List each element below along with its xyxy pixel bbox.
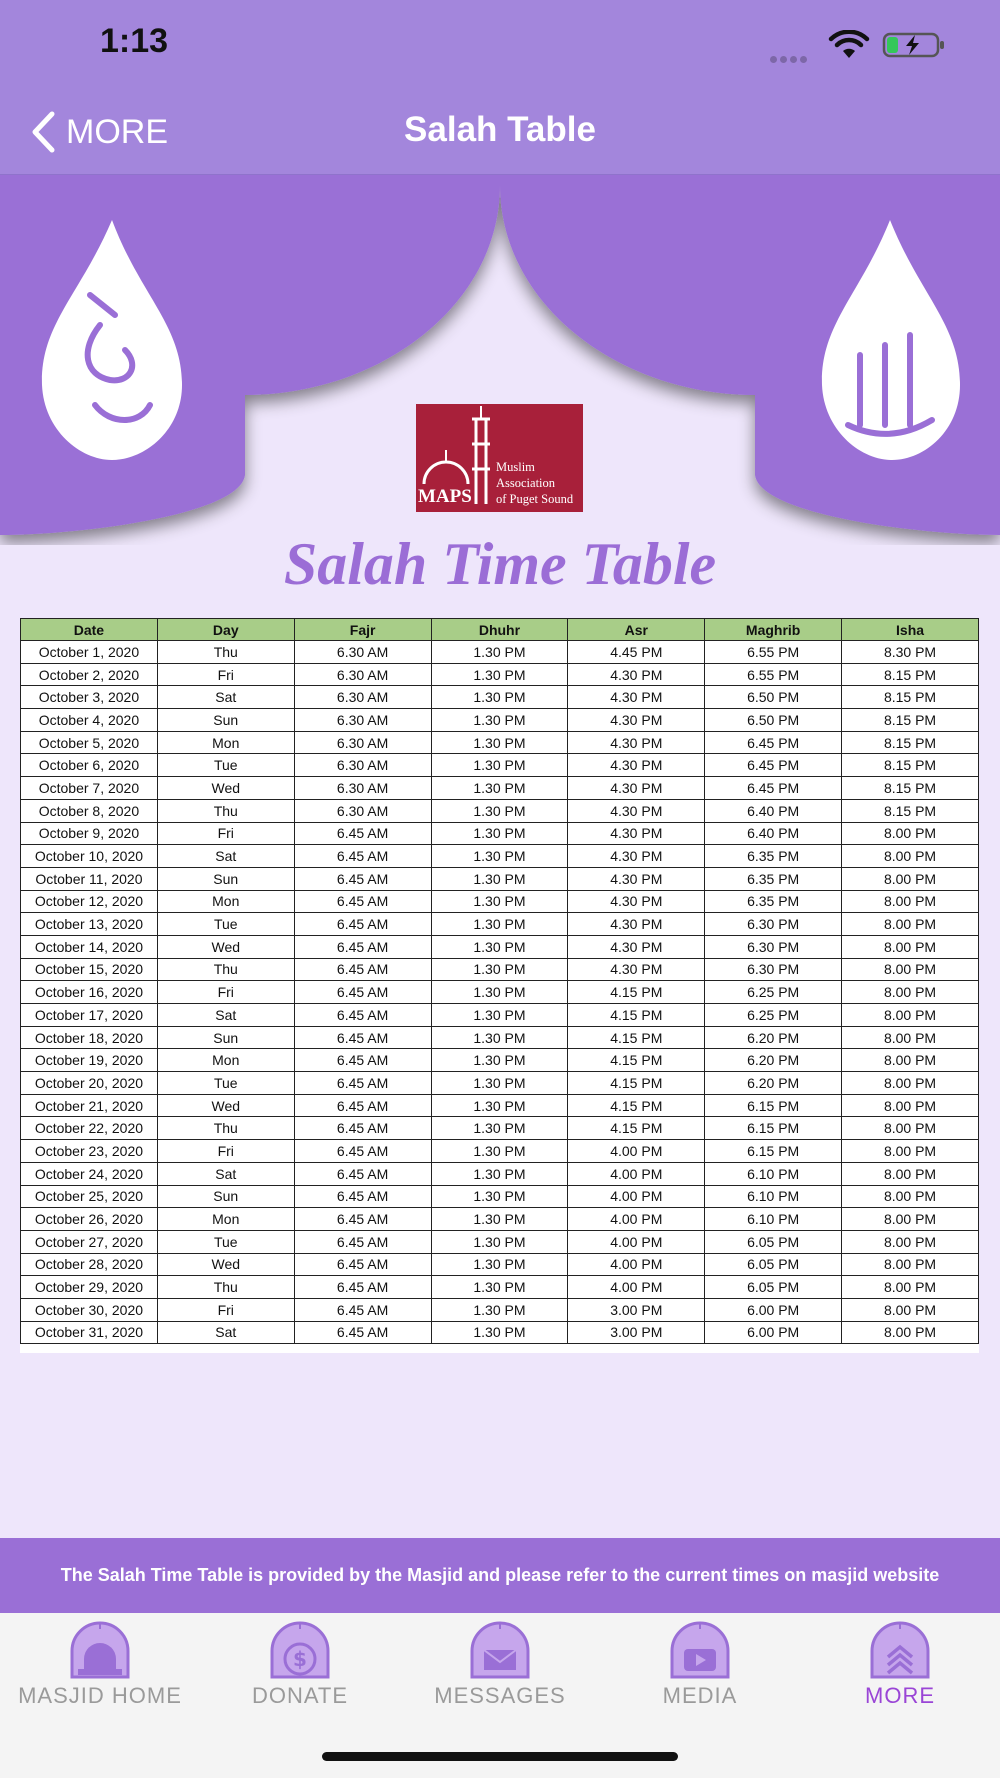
table-cell: Mon	[157, 1208, 294, 1231]
table-cell: 6.30 AM	[294, 731, 431, 754]
table-cell: October 7, 2020	[21, 777, 158, 800]
table-cell: 1.30 PM	[431, 822, 568, 845]
table-header-row	[21, 619, 979, 641]
table-cell: 1.30 PM	[431, 1208, 568, 1231]
table-row	[21, 1049, 979, 1072]
table-cell: 1.30 PM	[431, 1026, 568, 1049]
table-cell: 4.00 PM	[568, 1230, 705, 1253]
table-cell: 1.30 PM	[431, 1185, 568, 1208]
table-cell: 4.30 PM	[568, 890, 705, 913]
table-cell: 8.15 PM	[842, 754, 979, 777]
table-cell: 1.30 PM	[431, 1321, 568, 1344]
table-cell: 6.45 AM	[294, 845, 431, 868]
table-cell: 4.30 PM	[568, 754, 705, 777]
table-cell: 6.25 PM	[705, 1004, 842, 1027]
table-cell: Sun	[157, 709, 294, 732]
table-cell: October 22, 2020	[21, 1117, 158, 1140]
table-cell: 8.15 PM	[842, 686, 979, 709]
table-cell: 8.00 PM	[842, 935, 979, 958]
table-cell: Wed	[157, 777, 294, 800]
table-cell: 8.00 PM	[842, 1094, 979, 1117]
table-cell: October 9, 2020	[21, 822, 158, 845]
table-cell: 6.45 AM	[294, 935, 431, 958]
table-cell: 1.30 PM	[431, 845, 568, 868]
table-cell: October 2, 2020	[21, 663, 158, 686]
table-cell: 4.30 PM	[568, 663, 705, 686]
table-cell: 1.30 PM	[431, 958, 568, 981]
table-cell: 4.15 PM	[568, 1117, 705, 1140]
table-cell: Sat	[157, 845, 294, 868]
table-cell: 1.30 PM	[431, 1298, 568, 1321]
table-cell: 6.45 AM	[294, 1026, 431, 1049]
table-cell: 6.45 AM	[294, 981, 431, 1004]
mosque-icon	[62, 1621, 138, 1683]
tab-label: MORE	[865, 1683, 935, 1708]
table-cell: 8.15 PM	[842, 731, 979, 754]
table-cell: 6.05 PM	[705, 1230, 842, 1253]
table-cell: 8.00 PM	[842, 1004, 979, 1027]
table-cell: Fri	[157, 822, 294, 845]
table-cell: 8.00 PM	[842, 1072, 979, 1095]
table-cell: 6.05 PM	[705, 1276, 842, 1299]
table-cell: Tue	[157, 754, 294, 777]
table-cell: 1.30 PM	[431, 913, 568, 936]
table-cell: October 25, 2020	[21, 1185, 158, 1208]
page-title: Salah Table	[404, 110, 596, 149]
table-cell: 6.30 AM	[294, 686, 431, 709]
logo-abbreviation: MAPS	[418, 486, 472, 507]
table-cell: 6.45 AM	[294, 1208, 431, 1231]
table-cell: 4.15 PM	[568, 1072, 705, 1095]
table-cell: October 13, 2020	[21, 913, 158, 936]
table-cell: 6.10 PM	[705, 1208, 842, 1231]
table-row	[21, 981, 979, 1004]
table-cell: 6.45 PM	[705, 731, 842, 754]
status-time: 1:13	[100, 22, 169, 60]
table-row	[21, 1094, 979, 1117]
table-cell: October 20, 2020	[21, 1072, 158, 1095]
table-cell: 1.30 PM	[431, 1049, 568, 1072]
column-header: Fajr	[294, 619, 431, 641]
table-cell: 8.00 PM	[842, 845, 979, 868]
table-cell: 8.00 PM	[842, 867, 979, 890]
table-cell: Fri	[157, 981, 294, 1004]
table-cell: 8.00 PM	[842, 1253, 979, 1276]
table-cell: 8.15 PM	[842, 777, 979, 800]
salah-table-container	[20, 618, 979, 1353]
table-cell: 1.30 PM	[431, 981, 568, 1004]
dollar-icon	[262, 1621, 338, 1683]
table-cell: 8.00 PM	[842, 822, 979, 845]
table-cell: October 3, 2020	[21, 686, 158, 709]
table-cell: 8.15 PM	[842, 709, 979, 732]
table-cell: October 26, 2020	[21, 1208, 158, 1231]
table-cell: October 15, 2020	[21, 958, 158, 981]
table-row	[21, 1117, 979, 1140]
table-cell: 8.00 PM	[842, 1298, 979, 1321]
table-cell: 1.30 PM	[431, 935, 568, 958]
table-cell: 4.00 PM	[568, 1276, 705, 1299]
table-cell: 6.45 AM	[294, 1276, 431, 1299]
table-cell: 6.45 AM	[294, 1253, 431, 1276]
tab-donate[interactable]	[200, 1613, 400, 1723]
table-cell: 8.00 PM	[842, 981, 979, 1004]
table-cell: 4.15 PM	[568, 1004, 705, 1027]
maps-logo	[416, 404, 583, 512]
table-cell: Fri	[157, 663, 294, 686]
table-cell: 6.35 PM	[705, 867, 842, 890]
table-cell: 1.30 PM	[431, 890, 568, 913]
table-cell: Sat	[157, 1162, 294, 1185]
table-cell: Fri	[157, 1140, 294, 1163]
table-cell: 6.10 PM	[705, 1162, 842, 1185]
table-row	[21, 1253, 979, 1276]
table-row	[21, 1321, 979, 1344]
table-row	[21, 799, 979, 822]
table-cell: 4.15 PM	[568, 1026, 705, 1049]
table-cell: 1.30 PM	[431, 709, 568, 732]
table-cell: 1.30 PM	[431, 799, 568, 822]
tab-label: MASJID HOME	[18, 1683, 182, 1708]
table-cell: 4.30 PM	[568, 709, 705, 732]
table-cell: 6.45 AM	[294, 1298, 431, 1321]
table-cell: Mon	[157, 1049, 294, 1072]
table-cell: 4.30 PM	[568, 935, 705, 958]
chevrons-up-icon	[862, 1621, 938, 1683]
table-cell: Thu	[157, 1117, 294, 1140]
table-row	[21, 754, 979, 777]
table-cell: 1.30 PM	[431, 1140, 568, 1163]
tab-masjid-home[interactable]	[0, 1613, 200, 1723]
table-cell: Sun	[157, 1185, 294, 1208]
table-cell: 1.30 PM	[431, 1276, 568, 1299]
tab-label: DONATE	[251, 1683, 349, 1708]
logo-org-name: Muslim Association of Puget Sound	[496, 460, 574, 506]
tab-label: MESSAGES	[434, 1683, 566, 1708]
table-cell: 6.35 PM	[705, 845, 842, 868]
table-cell: 4.30 PM	[568, 777, 705, 800]
table-row	[21, 1004, 979, 1027]
table-cell: 6.45 AM	[294, 1072, 431, 1095]
table-cell: October 5, 2020	[21, 731, 158, 754]
table-row	[21, 641, 979, 664]
table-cell: October 23, 2020	[21, 1140, 158, 1163]
table-cell: October 8, 2020	[21, 799, 158, 822]
table-cell: 8.00 PM	[842, 1049, 979, 1072]
table-cell: 8.00 PM	[842, 913, 979, 936]
table-cell: Sat	[157, 686, 294, 709]
table-heading: Salah Time Table	[283, 531, 717, 597]
table-cell: Fri	[157, 1298, 294, 1321]
table-cell: 6.20 PM	[705, 1026, 842, 1049]
table-cell: October 18, 2020	[21, 1026, 158, 1049]
table-cell: 6.45 AM	[294, 867, 431, 890]
table-cell: October 27, 2020	[21, 1230, 158, 1253]
table-row	[21, 822, 979, 845]
table-cell: 6.45 AM	[294, 890, 431, 913]
table-cell: 4.15 PM	[568, 981, 705, 1004]
battery-icon	[882, 32, 948, 58]
table-cell: 6.45 AM	[294, 822, 431, 845]
table-cell: 6.45 AM	[294, 1049, 431, 1072]
table-cell: Thu	[157, 958, 294, 981]
play-icon	[662, 1621, 738, 1683]
table-row	[21, 731, 979, 754]
table-cell: 4.15 PM	[568, 1049, 705, 1072]
table-cell: 4.45 PM	[568, 641, 705, 664]
table-cell: 8.00 PM	[842, 1276, 979, 1299]
table-cell: 6.10 PM	[705, 1185, 842, 1208]
table-cell: 6.15 PM	[705, 1094, 842, 1117]
table-cell: 6.45 AM	[294, 1321, 431, 1344]
table-cell: 6.50 PM	[705, 686, 842, 709]
column-header: Date	[21, 619, 158, 641]
table-row	[21, 777, 979, 800]
table-cell: 6.45 AM	[294, 1004, 431, 1027]
table-cell: Sun	[157, 867, 294, 890]
table-cell: 8.30 PM	[842, 641, 979, 664]
table-row	[21, 1026, 979, 1049]
table-row	[21, 935, 979, 958]
table-cell: 6.25 PM	[705, 981, 842, 1004]
table-cell: 4.00 PM	[568, 1208, 705, 1231]
table-cell: Sat	[157, 1321, 294, 1344]
table-cell: 6.45 AM	[294, 913, 431, 936]
table-cell: Wed	[157, 1253, 294, 1276]
status-bar	[0, 0, 1000, 88]
table-cell: 4.30 PM	[568, 867, 705, 890]
table-cell: 1.30 PM	[431, 1004, 568, 1027]
table-cell: Sat	[157, 1004, 294, 1027]
table-cell: 6.45 AM	[294, 958, 431, 981]
table-cell: 6.40 PM	[705, 822, 842, 845]
table-cell: 6.15 PM	[705, 1117, 842, 1140]
table-cell: 6.45 AM	[294, 1230, 431, 1253]
navigation-bar	[0, 88, 1000, 175]
table-cell: 4.00 PM	[568, 1253, 705, 1276]
tab-label: MEDIA	[662, 1683, 738, 1708]
table-cell: October 1, 2020	[21, 641, 158, 664]
table-row	[21, 1298, 979, 1321]
table-cell: 4.00 PM	[568, 1162, 705, 1185]
table-cell: 6.45 AM	[294, 1094, 431, 1117]
column-header: Maghrib	[705, 619, 842, 641]
table-cell: October 31, 2020	[21, 1321, 158, 1344]
table-cell: October 30, 2020	[21, 1298, 158, 1321]
table-cell: 8.15 PM	[842, 799, 979, 822]
table-cell: 8.00 PM	[842, 890, 979, 913]
table-cell: 6.30 PM	[705, 935, 842, 958]
column-header: Isha	[842, 619, 979, 641]
table-cell: 1.30 PM	[431, 867, 568, 890]
table-cell: Mon	[157, 731, 294, 754]
table-row	[21, 1140, 979, 1163]
table-cell: 4.15 PM	[568, 1094, 705, 1117]
table-row	[21, 663, 979, 686]
table-cell: 1.30 PM	[431, 754, 568, 777]
back-button-label: MORE	[66, 112, 168, 151]
table-cell: 6.45 AM	[294, 1140, 431, 1163]
table-row	[21, 1072, 979, 1095]
table-cell: 8.00 PM	[842, 1117, 979, 1140]
table-cell: 6.00 PM	[705, 1298, 842, 1321]
table-row	[21, 845, 979, 868]
table-cell: 6.00 PM	[705, 1321, 842, 1344]
table-cell: Sun	[157, 1026, 294, 1049]
table-cell: 4.30 PM	[568, 958, 705, 981]
table-cell: October 14, 2020	[21, 935, 158, 958]
table-cell: October 12, 2020	[21, 890, 158, 913]
table-cell: October 4, 2020	[21, 709, 158, 732]
table-cell: 6.30 AM	[294, 777, 431, 800]
table-row	[21, 709, 979, 732]
table-cell: 1.30 PM	[431, 1162, 568, 1185]
table-cell: 1.30 PM	[431, 686, 568, 709]
table-cell: October 11, 2020	[21, 867, 158, 890]
table-cell: Wed	[157, 935, 294, 958]
table-cell: October 10, 2020	[21, 845, 158, 868]
column-header: Dhuhr	[431, 619, 568, 641]
table-cell: Thu	[157, 1276, 294, 1299]
table-row	[21, 1230, 979, 1253]
table-cell: 6.45 AM	[294, 1185, 431, 1208]
table-cell: 6.50 PM	[705, 709, 842, 732]
table-cell: 1.30 PM	[431, 663, 568, 686]
table-cell: 3.00 PM	[568, 1321, 705, 1344]
table-cell: 1.30 PM	[431, 1117, 568, 1140]
table-cell: 4.30 PM	[568, 799, 705, 822]
table-cell: Wed	[157, 1094, 294, 1117]
table-cell: October 29, 2020	[21, 1276, 158, 1299]
table-cell: 6.05 PM	[705, 1253, 842, 1276]
table-cell: 4.00 PM	[568, 1140, 705, 1163]
table-cell: Tue	[157, 913, 294, 936]
table-cell: 8.00 PM	[842, 1140, 979, 1163]
table-cell: 4.30 PM	[568, 731, 705, 754]
table-cell: 8.00 PM	[842, 1185, 979, 1208]
table-cell: 6.45 AM	[294, 1162, 431, 1185]
table-cell: 8.00 PM	[842, 1230, 979, 1253]
table-cell: 6.30 PM	[705, 913, 842, 936]
table-cell: 6.30 AM	[294, 641, 431, 664]
table-cell: 1.30 PM	[431, 1230, 568, 1253]
table-cell: 1.30 PM	[431, 641, 568, 664]
home-indicator[interactable]	[322, 1752, 678, 1761]
table-cell: 6.40 PM	[705, 799, 842, 822]
table-cell: October 16, 2020	[21, 981, 158, 1004]
column-header: Day	[157, 619, 294, 641]
table-cell: 8.15 PM	[842, 663, 979, 686]
table-cell: 1.30 PM	[431, 777, 568, 800]
table-row	[21, 890, 979, 913]
table-cell: 1.30 PM	[431, 1072, 568, 1095]
table-cell: 8.00 PM	[842, 958, 979, 981]
table-cell: 6.30 AM	[294, 663, 431, 686]
svg-text:$: $	[293, 1647, 307, 1671]
table-cell: 6.55 PM	[705, 663, 842, 686]
table-cell: 6.30 AM	[294, 754, 431, 777]
table-row	[21, 958, 979, 981]
table-cell: 4.30 PM	[568, 686, 705, 709]
table-row	[21, 867, 979, 890]
table-row	[21, 1208, 979, 1231]
table-cell: October 19, 2020	[21, 1049, 158, 1072]
table-cell: Tue	[157, 1072, 294, 1095]
table-cell: 4.30 PM	[568, 845, 705, 868]
table-row	[21, 1185, 979, 1208]
table-cell: October 21, 2020	[21, 1094, 158, 1117]
table-cell: 6.20 PM	[705, 1049, 842, 1072]
envelope-icon	[462, 1621, 538, 1683]
table-row	[21, 913, 979, 936]
tab-media[interactable]	[600, 1613, 800, 1723]
table-cell: 1.30 PM	[431, 731, 568, 754]
table-cell: 6.55 PM	[705, 641, 842, 664]
table-cell: Thu	[157, 799, 294, 822]
table-cell: October 28, 2020	[21, 1253, 158, 1276]
table-cell: 8.00 PM	[842, 1026, 979, 1049]
table-cell: 8.00 PM	[842, 1321, 979, 1344]
table-cell: 6.30 PM	[705, 958, 842, 981]
table-cell: Thu	[157, 641, 294, 664]
table-row	[21, 1276, 979, 1299]
column-header: Asr	[568, 619, 705, 641]
tab-messages[interactable]	[400, 1613, 600, 1723]
table-cell: 4.30 PM	[568, 913, 705, 936]
table-row	[21, 686, 979, 709]
table-cell: 6.45 AM	[294, 1117, 431, 1140]
salah-table	[20, 618, 979, 1344]
wifi-icon	[828, 30, 870, 60]
table-cell: Tue	[157, 1230, 294, 1253]
table-cell: 1.30 PM	[431, 1253, 568, 1276]
table-cell: October 6, 2020	[21, 754, 158, 777]
table-cell: 8.00 PM	[842, 1208, 979, 1231]
table-cell: Mon	[157, 890, 294, 913]
table-cell: 4.30 PM	[568, 822, 705, 845]
cellular-signal-icon	[770, 50, 810, 68]
table-cell: 1.30 PM	[431, 1094, 568, 1117]
table-cell: 6.20 PM	[705, 1072, 842, 1095]
table-cell: 3.00 PM	[568, 1298, 705, 1321]
footer-note: The Salah Time Table is provided by the Masjid and please refer to the current times on masjid website	[0, 1538, 1000, 1613]
table-row	[21, 1162, 979, 1185]
table-cell: 6.15 PM	[705, 1140, 842, 1163]
table-cell: 4.00 PM	[568, 1185, 705, 1208]
table-cell: 8.00 PM	[842, 1162, 979, 1185]
table-cell: 6.30 AM	[294, 799, 431, 822]
table-cell: October 17, 2020	[21, 1004, 158, 1027]
table-cell: 6.45 PM	[705, 777, 842, 800]
table-cell: 6.30 AM	[294, 709, 431, 732]
table-cell: 6.35 PM	[705, 890, 842, 913]
table-cell: 6.45 PM	[705, 754, 842, 777]
tab-more[interactable]	[800, 1613, 1000, 1723]
table-cell: October 24, 2020	[21, 1162, 158, 1185]
